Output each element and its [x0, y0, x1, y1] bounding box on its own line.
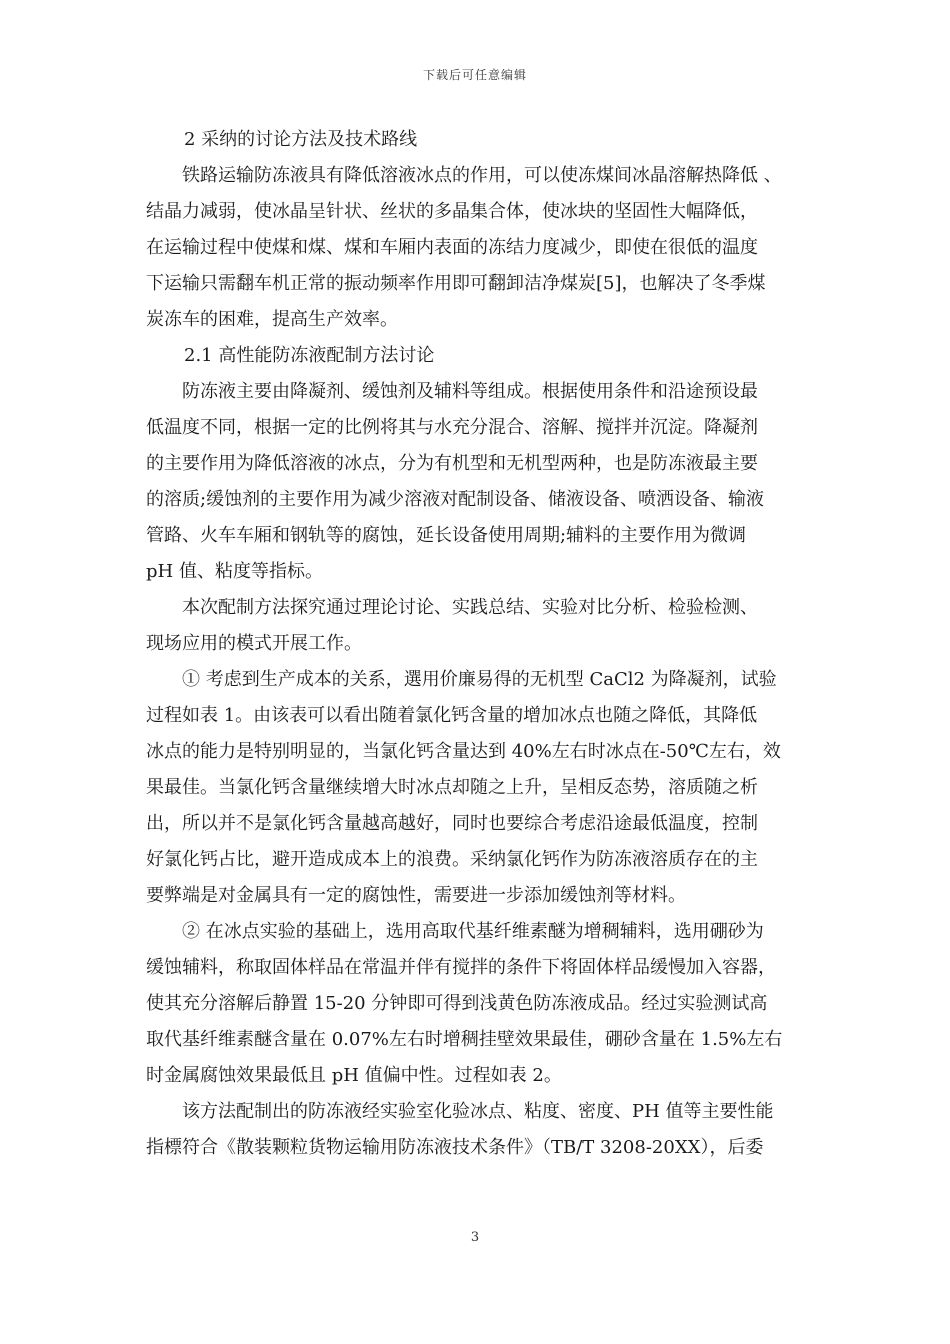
text-line: 缓蚀辅料，称取固体样品在常温并伴有搅拌的条件下将固体样品缓慢加入容器， — [146, 957, 776, 978]
page-header: 下载后可任意编辑 — [422, 68, 527, 82]
text-line: 炭冻车的困难，提高生产效率。 — [146, 309, 398, 330]
text-line: 时金属腐蚀效果最低且 pH 值偏中性。过程如表 2。 — [146, 1065, 562, 1086]
text-line: 果最佳。当氯化钙含量继续增大时冰点却随之上升，呈相反态势，溶质随之析 — [146, 777, 758, 798]
text-line: 下运输只需翻车机正常的振动频率作用即可翻卸洁净煤炭[5]，也解决了冬季煤 — [146, 273, 766, 294]
text-line: 结晶力减弱，使冰晶呈针状、丝状的多晶集合体，使冰块的坚固性大幅降低， — [146, 201, 758, 222]
text-line: 指標符合《散装颗粒货物运输用防冻液技术条件》（TB/T 3208-20XX），后委 — [146, 1137, 764, 1158]
text-line: 在运输过程中使煤和煤、煤和车厢内表面的冻结力度减少，即使在很低的温度 — [146, 237, 758, 258]
text-line: 冰点的能力是特别明显的，当氯化钙含量达到 40%左右时冰点在-50℃左右，效 — [146, 741, 781, 762]
text-line: 好氯化钙占比，避开造成成本上的浪费。采纳氯化钙作为防冻液溶质存在的主 — [146, 849, 758, 870]
text-line: 出，所以并不是氯化钙含量越高越好，同时也要综合考虑沿途最低温度，控制 — [146, 813, 758, 834]
text-line: 管路、火车车厢和钢轨等的腐蚀，延长设备使用周期;辅料的主要作用为微调 — [146, 525, 747, 546]
text-line: ① 考虑到生产成本的关系，選用价廉易得的无机型 CaCl2 为降凝剂，试验 — [182, 669, 777, 690]
text-line: 铁路运输防冻液具有降低溶液冰点的作用，可以使冻煤间冰晶溶解热降低 、 — [182, 165, 782, 186]
text-line: 该方法配制出的防冻液经实验室化验冰点、粘度、密度、PH 值等主要性能 — [182, 1101, 774, 1122]
text-line: 过程如表 1。由该表可以看出随着氯化钙含量的增加冰点也随之降低，其降低 — [146, 705, 758, 726]
section-heading: 2 采纳的讨论方法及技术路线 — [184, 129, 418, 150]
text-line: 的溶质;缓蚀剂的主要作用为减少溶液对配制设备、储液设备、喷洒设备、输液 — [146, 489, 765, 510]
page-number: 3 — [470, 1230, 480, 1245]
paragraph — [146, 374, 806, 590]
paragraph — [146, 914, 806, 1094]
text-line: 取代基纤维素醚含量在 0.07%左右时增稠挂壁效果最佳，硼砂含量在 1.5%左右 — [146, 1029, 783, 1050]
subsection-heading: 2.1 高性能防冻液配制方法讨论 — [184, 345, 435, 366]
text-line: 的主要作用为降低溶液的冰点，分为有机型和无机型两种，也是防冻液最主要 — [146, 453, 758, 474]
paragraph — [146, 1094, 806, 1166]
text-line: 防冻液主要由降凝剂、缓蚀剂及辅料等组成。根据使用条件和沿途预设最 — [182, 381, 758, 402]
text-line: ② 在冰点实验的基础上，选用高取代基纤维素醚为增稠辅料，选用硼砂为 — [182, 921, 764, 942]
text-line: 要弊端是对金属具有一定的腐蚀性，需要进一步添加缓蚀剂等材料。 — [146, 885, 686, 906]
text-line: 低温度不同，根据一定的比例将其与水充分混合、溶解、搅拌并沉淀。降凝剂 — [146, 417, 758, 438]
paragraph — [146, 590, 806, 662]
text-line: 本次配制方法探究通过理论讨论、实践总结、实验对比分析、检验检测、 — [182, 597, 758, 618]
text-line: 现场应用的模式开展工作。 — [146, 633, 362, 654]
paragraph — [146, 662, 806, 914]
text-line: pH 值、粘度等指标。 — [146, 561, 323, 582]
text-line: 使其充分溶解后静置 15-20 分钟即可得到浅黄色防冻液成品。经过实验测试高 — [146, 993, 768, 1014]
paragraph — [146, 158, 806, 338]
document-body — [146, 122, 806, 1166]
